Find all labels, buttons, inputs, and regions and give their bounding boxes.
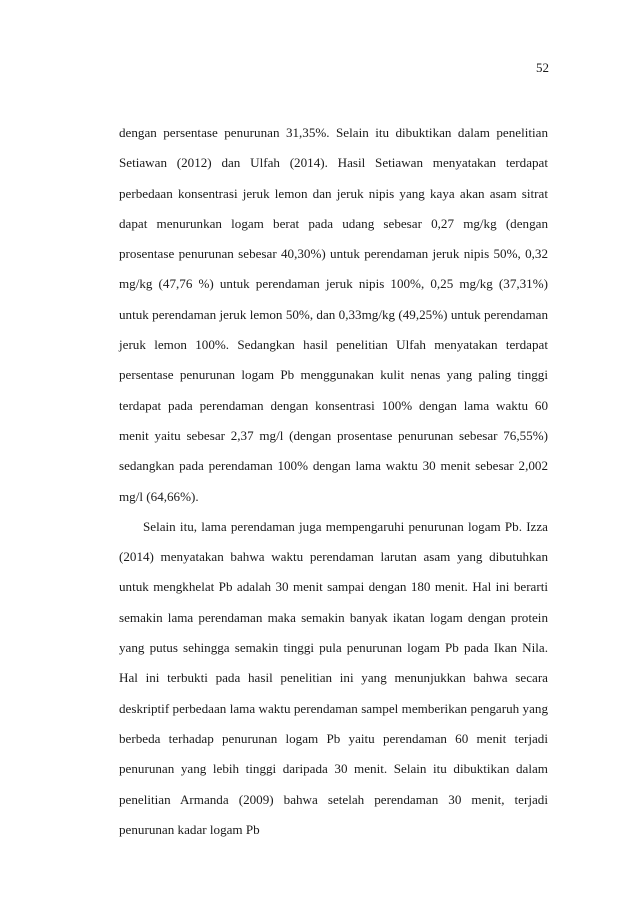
page-number: 52 — [536, 60, 549, 75]
body-text — [119, 118, 548, 845]
paragraph-continuation: dengan persentase penurunan 31,35%. Selain itu dibuktikan dalam penelitian Setiawan (2012) dan Ulfah (2014). Hasil Setiawan menyatakan terdapat perbedaan konsentrasi jeruk lemon dan jeruk nipis yang kaya akan asam sitrat dapat menurunkan logam berat pada udang sebesar 0,27 mg/kg (dengan prosentase penurunan sebesar 40,30%) untuk perendaman jeruk nipis 50%, 0,32 mg/kg (47,76 %) untuk perendaman jeruk nipis 100%, 0,25 mg/kg (37,31%) untuk perendaman jeruk lemon 50%, dan 0,33mg/kg (49,25%) untuk perendaman jeruk lemon 100%. Sedangkan hasil penelitian Ulfah menyatakan terdapat persentase penurunan logam Pb menggunakan kulit nenas yang paling tinggi terdapat pada perendaman dengan konsentrasi 100% dengan lama waktu 60 menit yaitu sebesar 2,37 mg/l (dengan prosentase penurunan sebesar 76,55%) sedangkan pada perendaman 100% dengan lama waktu 30 menit sebesar 2,002 mg/l (64,66%). — [119, 125, 548, 504]
paragraph-soaking-duration: Selain itu, lama perendaman juga mempengaruhi penurunan logam Pb. Izza (2014) menyatakan bahwa waktu perendaman larutan asam yang dibutuhkan untuk mengkhelat Pb adalah 30 menit sampai dengan 180 menit. Hal ini berarti semakin lama perendaman maka semakin banyak ikatan logam dengan protein yang putus sehingga semakin tinggi pula penurunan logam Pb pada Ikan Nila. Hal ini terbukti pada hasil penelitian ini yang menunjukkan bahwa secara deskriptif perbedaan lama waktu perendaman sampel memberikan pengaruh yang berbeda terhadap penurunan logam Pb yaitu perendaman 60 menit terjadi penurunan yang lebih tinggi daripada 30 menit. Selain itu dibuktikan dalam penelitian Armanda (2009) bahwa setelah perendaman 30 menit, terjadi penurunan kadar logam Pb — [119, 518, 548, 837]
